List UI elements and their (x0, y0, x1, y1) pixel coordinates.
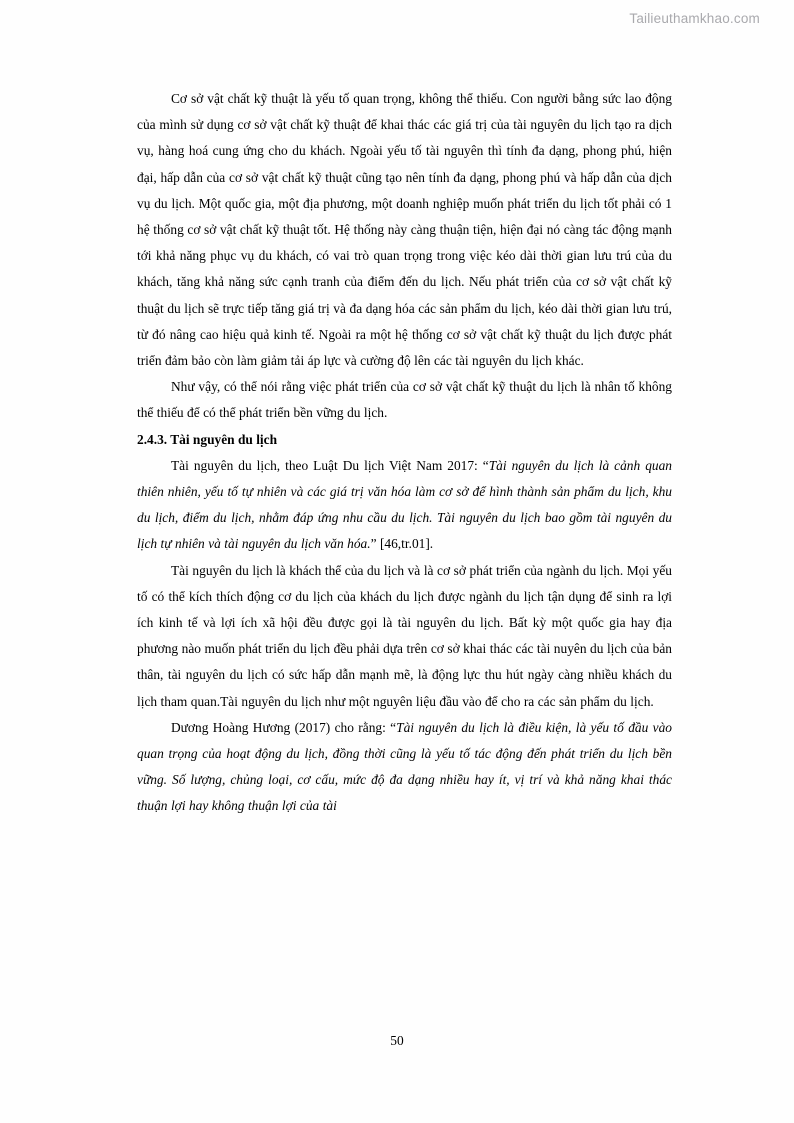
text-column (137, 86, 672, 820)
watermark-text: Tailieuthamkhao.com (629, 11, 760, 26)
paragraph-5-lead: Dương Hoàng Hương (2017) cho rằng: “ (171, 719, 397, 735)
paragraph-1: Cơ sở vật chất kỹ thuật là yếu tố quan trọng, không thể thiếu. Con người bằng sức lao động của mình sử dụng cơ sở vật chất kỹ thuật để khai thác các giá trị của tài nguyên du lịch tạo ra dịch vụ, hàng hoá cung ứng cho du khách. Ngoài yếu tố tài nguyên thì tính đa dạng, phong phú, hiện đại, hấp dẫn của cơ sở vật chất kỹ thuật cũng tạo nên tính đa dạng, phong phú và hấp dẫn của dịch vụ du lịch. Một quốc gia, một địa phương, một doanh nghiệp muốn phát triển du lịch tốt phải có 1 hệ thống cơ sở vật chất kỹ thuật tốt. Hệ thống này càng thuận tiện, hiện đại nó càng tác động mạnh tới khả năng phục vụ du khách, có vai trò quan trọng trong việc kéo dài thời gian lưu trú của du khách, tăng khả năng sức cạnh tranh của điểm đến du lịch. Nếu phát triển của cơ sở vật chất kỹ thuật du lịch sẽ trực tiếp tăng giá trị và đa dạng hóa các sản phẩm du lịch, kéo dài thời gian lưu trú, từ đó nâng cao hiệu quả kinh tế. Ngoài ra một hệ thống cơ sở vật chất kỹ thuật du lịch được phát triển đảm bảo còn làm giảm tải áp lực và cường độ lên các tài nguyên du lịch khác. (137, 91, 672, 369)
paragraph-5-quote: Tài nguyên du lịch là điều kiện, là yếu tố đầu vào quan trọng của hoạt động du lịch, đồng thời cũng là yếu tố tác động đến phát triển du lịch bền vững. Số lượng, chủng loại, cơ cấu, mức độ đa dạng nhiều hay ít, vị trí và khả năng khai thác thuận lợi hay không thuận lợi của tài (137, 719, 672, 814)
paragraph-3-quote: Tài nguyên du lịch là cảnh quan thiên nhiên, yếu tố tự nhiên và các giá trị văn hóa làm cơ sở để hình thành sản phẩm du lịch, khu du lịch, điểm du lịch, nhằm đáp ứng nhu cầu du lịch. Tài nguyên du lịch bao gồm tài nguyên du lịch tự nhiên và tài nguyên du lịch văn hóa. (137, 457, 672, 552)
paragraph-4: Tài nguyên du lịch là khách thể của du lịch và là cơ sở phát triển của ngành du lịch. Mọi yếu tố có thể kích thích động cơ du lịch của khách du lịch được ngành du lịch tận dụng để sinh ra lợi ích kinh tế và lợi ích xã hội đều được gọi là tài nguyên du lịch. Bất kỳ một quốc gia hay địa phương nào muốn phát triển du lịch đều phải dựa trên cơ sở khai thác các tài nuyên du lịch của bản thân, tài nguyên du lịch có sức hấp dẫn mạnh mẽ, là động lực thu hút ngày càng nhiều khách du lịch tham quan.Tài nguyên du lịch như một nguyên liệu đầu vào để cho ra các sản phẩm du lịch. (137, 562, 672, 709)
page-number: 50 (390, 1033, 404, 1048)
paragraph-2: Như vậy, có thể nói rằng việc phát triển của cơ sở vật chất kỹ thuật du lịch là nhân tố không thể thiếu để có thể phát triển bền vững du lịch. (137, 379, 672, 421)
paragraph-5 (137, 715, 672, 820)
paragraph-3-citation: ” [46,tr.01]. (370, 536, 434, 552)
paragraph-3-lead: Tài nguyên du lịch, theo Luật Du lịch Việt Nam 2017: “ (171, 457, 489, 473)
paragraph-3 (137, 453, 672, 558)
section-heading-2-4-3: 2.4.3. Tài nguyên du lịch (137, 431, 278, 447)
